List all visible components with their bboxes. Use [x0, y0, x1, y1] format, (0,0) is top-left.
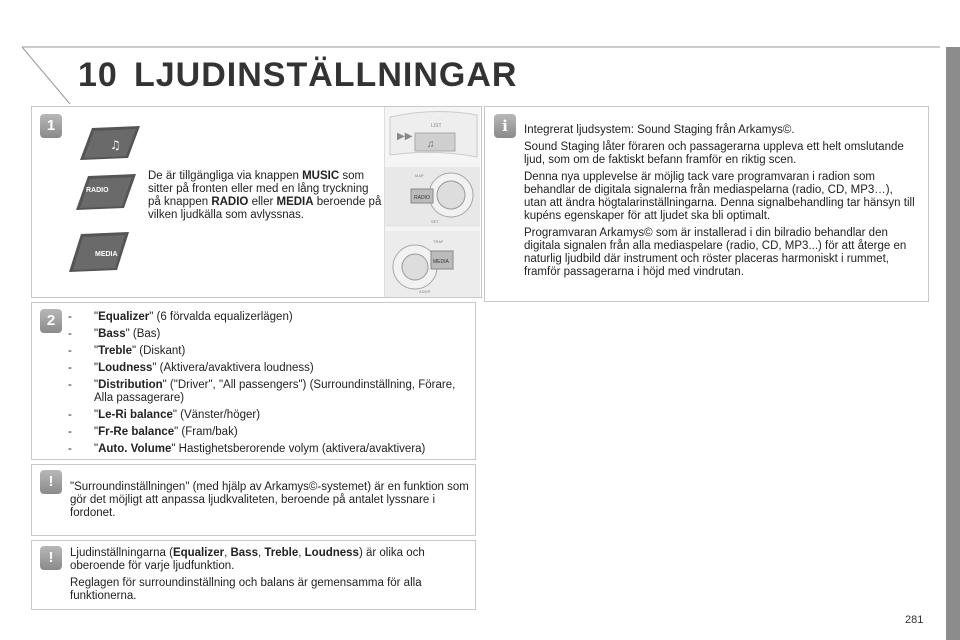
svg-text:ADDR: ADDR: [419, 289, 431, 294]
page-number: 281: [905, 614, 924, 626]
list-item: - "Loudness" (Aktivera/avaktivera loudness): [68, 362, 314, 374]
svg-text:SET: SET: [431, 219, 439, 224]
svg-text:MAP: MAP: [415, 173, 424, 178]
list-item: - "Auto. Volume" Hastighetsberorende volym (aktivera/avaktivera): [68, 443, 426, 455]
music-note-icon: ♫: [427, 139, 435, 150]
list-item: - "Treble" (Diskant): [68, 345, 186, 357]
media-button-label: MEDIA: [95, 251, 118, 258]
fast-forward-icon: ▶▶: [397, 131, 413, 142]
radio-control-illustration: [384, 107, 480, 297]
settings-list: [68, 311, 473, 460]
list-item: - "Fr-Re balance" (Fram/bak): [68, 426, 238, 438]
svg-text:RADIO: RADIO: [414, 195, 430, 201]
radio-panel-drawing: [385, 107, 480, 297]
warning-text-1: "Surroundinställningen" (med hjälp av Arkamys©-systemet) är en funktion som gör det möjligt att anpassa ljudkvaliteten, beroende på antalet lyssnare i fordonet.: [70, 481, 469, 519]
info-badge: i: [494, 114, 516, 138]
step-badge-1: 1: [40, 114, 62, 138]
page-title: LJUDINSTÄLLNINGAR: [134, 56, 518, 94]
list-item: - "Le-Ri balance" (Vänster/höger): [68, 409, 261, 421]
music-button: [80, 124, 142, 162]
chapter-number: 10: [78, 56, 118, 94]
svg-text:♫: ♫: [110, 138, 121, 152]
svg-text:LIST: LIST: [431, 123, 442, 129]
svg-text:MEDIA: MEDIA: [433, 259, 449, 265]
warning-text-2: Ljudinställningarna (Equalizer, Bass, Treble, Loudness) är olika och oberoende för varje ljudfunktion. Reglagen för surroundinställning och balans är gemensamma för alla funktionerna.: [70, 547, 425, 602]
radio-button-label: RADIO: [86, 187, 109, 194]
list-item: - "Equalizer" (6 förvalda equalizerlägen): [68, 311, 293, 323]
warning-badge-1: !: [40, 470, 62, 494]
svg-text:TRAF: TRAF: [433, 239, 444, 244]
music-note-icon: [110, 138, 121, 152]
box1-text: De är tillgängliga via knappen MUSIC som sitter på fronten eller med en lång tryckning på knappen RADIO eller MEDIA beroende på vilken ljudkälla som avlyssnas.: [148, 170, 382, 221]
info-text: Integrerat ljudsystem: Sound Staging från Arkamys©. Sound Staging låter föraren och passagerarna uppleva ett helt omslutande ljud, som om de faktiskt befann framför en riktig scen. Denna nya upplevelse är möjlig tack vare programvaran i radion som behandlar de digitala signalerna från mediaspelarna (radio, CD, MP3…), utan att ändra högtalarinställningarna. Denna signalbehandling tar hänsyn till kupéns egenskaper för att ljudet ska bli optimalt. Programvaran Arkamys© som är installerad i din bilradio behandlar den digitala signalen från alla mediaspelare (radio, CD, MP3...) för att återge en naturlig ljudbild där instrument och röster placeras harmoniskt i rummet, framför passagerarna i höjd med vindrutan.: [524, 124, 915, 278]
sidebar-bar: [946, 47, 960, 640]
list-item: - "Distribution" ("Driver", "All passengers") (Surroundinställning, Förare, Alla passagerare): [68, 379, 456, 404]
step-badge-2: 2: [40, 309, 62, 333]
warning-badge-2: !: [40, 546, 62, 570]
list-item: - "Bass" (Bas): [68, 328, 161, 340]
